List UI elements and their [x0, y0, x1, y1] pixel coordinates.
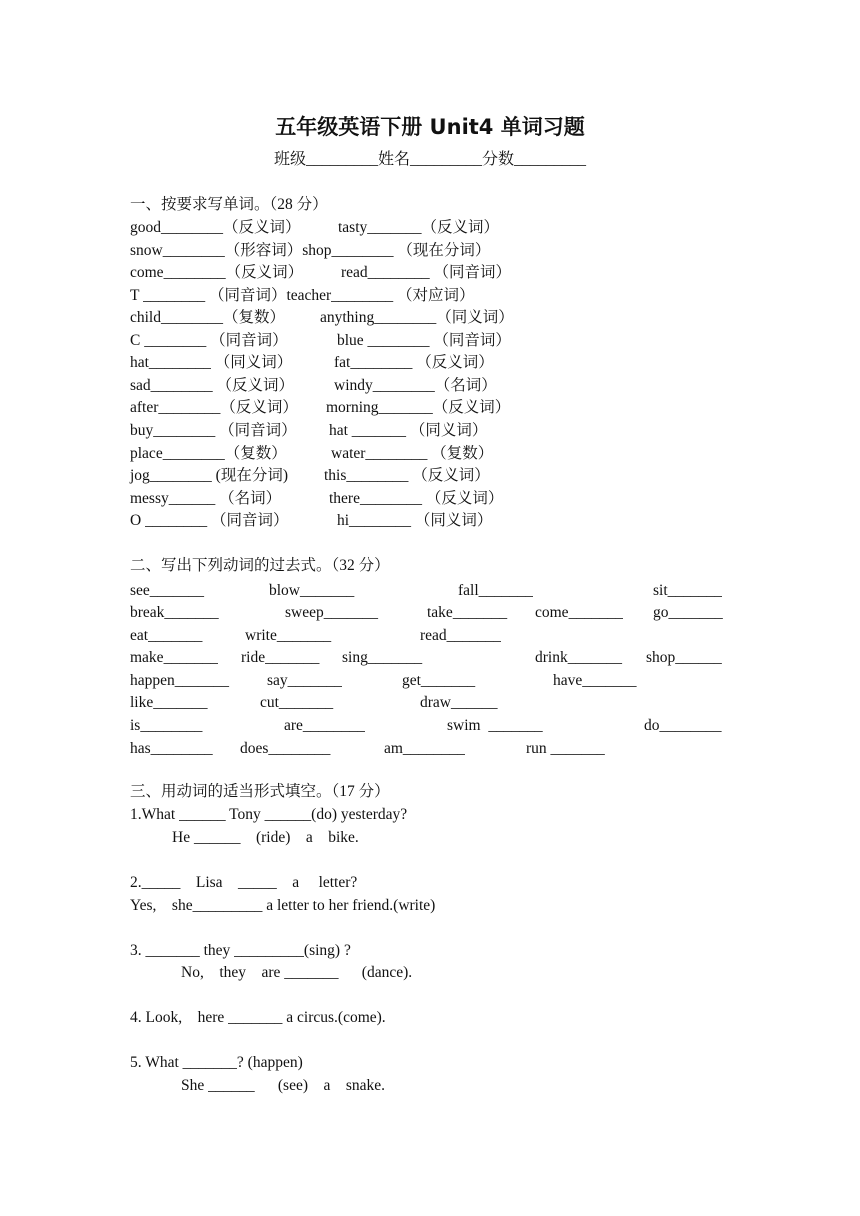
- s1-item: after________（反义词）: [130, 399, 298, 416]
- s2-item: swim _______: [447, 717, 543, 734]
- s2-row: [130, 602, 740, 624]
- s2-row: [130, 670, 740, 692]
- s2-row: [130, 625, 740, 647]
- s2-item: draw______: [420, 694, 498, 711]
- s1-item: C ________ （同音词）: [130, 332, 288, 349]
- s1-row: [130, 420, 740, 442]
- s2-item: get_______: [402, 672, 476, 689]
- s2-item: is________: [130, 717, 203, 734]
- s1-item: snow________（形容词）shop________ （现在分词）: [130, 242, 491, 259]
- s2-item: say_______: [267, 672, 342, 689]
- s1-row: [130, 375, 740, 397]
- s2-item: like_______: [130, 694, 208, 711]
- s1-item: buy________ （同音词）: [130, 422, 297, 439]
- s2-item: fall_______: [458, 582, 533, 599]
- s3-line: 1.What ______ Tony ______(do) yesterday?: [130, 806, 408, 823]
- student-info-line: 班级_________姓名_________分数_________: [273, 151, 586, 168]
- s2-item: happen_______: [130, 672, 230, 689]
- s2-item: sweep_______: [285, 604, 378, 621]
- s1-item: child________（复数）: [130, 309, 285, 326]
- s3-line: 2._____ Lisa _____ a letter?: [130, 874, 358, 891]
- s2-item: does________: [240, 740, 331, 757]
- s1-row: [130, 488, 740, 510]
- s1-row: [130, 352, 740, 374]
- s2-item: sit_______: [653, 582, 722, 599]
- s3-line: No, they are _______ (dance).: [181, 964, 413, 981]
- s2-item: have_______: [553, 672, 637, 689]
- s1-row: [130, 330, 740, 352]
- s2-row: [130, 692, 740, 714]
- s1-item: come________（反义词）: [130, 264, 304, 281]
- s1-row: [130, 262, 740, 284]
- s1-item: this________ （反义词）: [324, 467, 490, 484]
- s2-item: shop______: [646, 649, 722, 666]
- s3-line: Yes, she_________ a letter to her friend.(write): [130, 897, 436, 914]
- s2-item: break_______: [130, 604, 219, 621]
- s1-item: hat _______ （同义词）: [329, 422, 488, 439]
- s1-item: hi________ （同义词）: [337, 512, 493, 529]
- s2-item: blow_______: [269, 582, 355, 599]
- s2-item: see_______: [130, 582, 205, 599]
- section-1-heading: 一、按要求写单词。（28 分）: [130, 196, 328, 213]
- s1-item: place________（复数）: [130, 445, 287, 462]
- s1-item: morning_______（反义词）: [326, 399, 511, 416]
- s1-item: windy________（名词）: [334, 377, 497, 394]
- s2-item: read_______: [420, 627, 501, 644]
- s1-item: good________（反义词）: [130, 219, 301, 236]
- s1-item: hat________ （同义词）: [130, 354, 293, 371]
- s1-row: [130, 217, 740, 239]
- s3-line: She ______ (see) a snake.: [181, 1077, 386, 1094]
- s2-item: drink_______: [535, 649, 622, 666]
- s1-item: fat________ （反义词）: [334, 354, 494, 371]
- s3-line: 3. _______ they _________(sing) ?: [130, 942, 351, 959]
- s1-item: tasty_______（反义词）: [338, 219, 500, 236]
- s3-line: He ______ (ride) a bike.: [172, 829, 359, 846]
- s1-row: [130, 465, 740, 487]
- s3-line: 4. Look, here _______ a circus.(come).: [130, 1009, 386, 1026]
- s2-item: has________: [130, 740, 213, 757]
- s1-item: jog________ (现在分词): [130, 467, 289, 484]
- s1-row: [130, 285, 740, 307]
- s1-item: water________ （复数）: [331, 445, 494, 462]
- s2-item: ride_______: [241, 649, 320, 666]
- s1-item: O ________ （同音词）: [130, 512, 289, 529]
- s2-item: am________: [384, 740, 465, 757]
- s2-row: [130, 738, 740, 760]
- s2-item: cut_______: [260, 694, 334, 711]
- s2-item: are________: [284, 717, 365, 734]
- s1-item: there________ （反义词）: [329, 490, 504, 507]
- s1-row: [130, 510, 740, 532]
- s2-item: take_______: [427, 604, 508, 621]
- s2-item: eat_______: [130, 627, 203, 644]
- s1-row: [130, 397, 740, 419]
- s2-row: [130, 715, 740, 737]
- s3-line: 5. What _______? (happen): [130, 1054, 303, 1071]
- s1-item: read________ （同音词）: [341, 264, 512, 281]
- s2-row: [130, 647, 740, 669]
- s2-item: make_______: [130, 649, 218, 666]
- s2-item: write_______: [245, 627, 332, 644]
- s2-item: come_______: [535, 604, 623, 621]
- s2-row: [130, 580, 740, 602]
- worksheet-title: 五年级英语下册 Unit4 单词习题: [275, 115, 585, 139]
- s1-row: [130, 240, 740, 262]
- section-3-heading: 三、用动词的适当形式填空。（17 分）: [130, 783, 390, 800]
- s1-item: anything________（同义词）: [320, 309, 514, 326]
- s1-item: sad________ （反义词）: [130, 377, 295, 394]
- section-2-heading: 二、写出下列动词的过去式。（32 分）: [130, 557, 390, 574]
- s2-item: go_______: [653, 604, 723, 621]
- s1-item: T ________ （同音词）teacher________ （对应词）: [130, 287, 475, 304]
- s2-item: run _______: [526, 740, 605, 757]
- s1-row: [130, 307, 740, 329]
- s2-item: sing_______: [342, 649, 423, 666]
- s1-item: messy______ （名词）: [130, 490, 282, 507]
- s1-row: [130, 443, 740, 465]
- s2-item: do________: [644, 717, 722, 734]
- s1-item: blue ________ （同音词）: [337, 332, 511, 349]
